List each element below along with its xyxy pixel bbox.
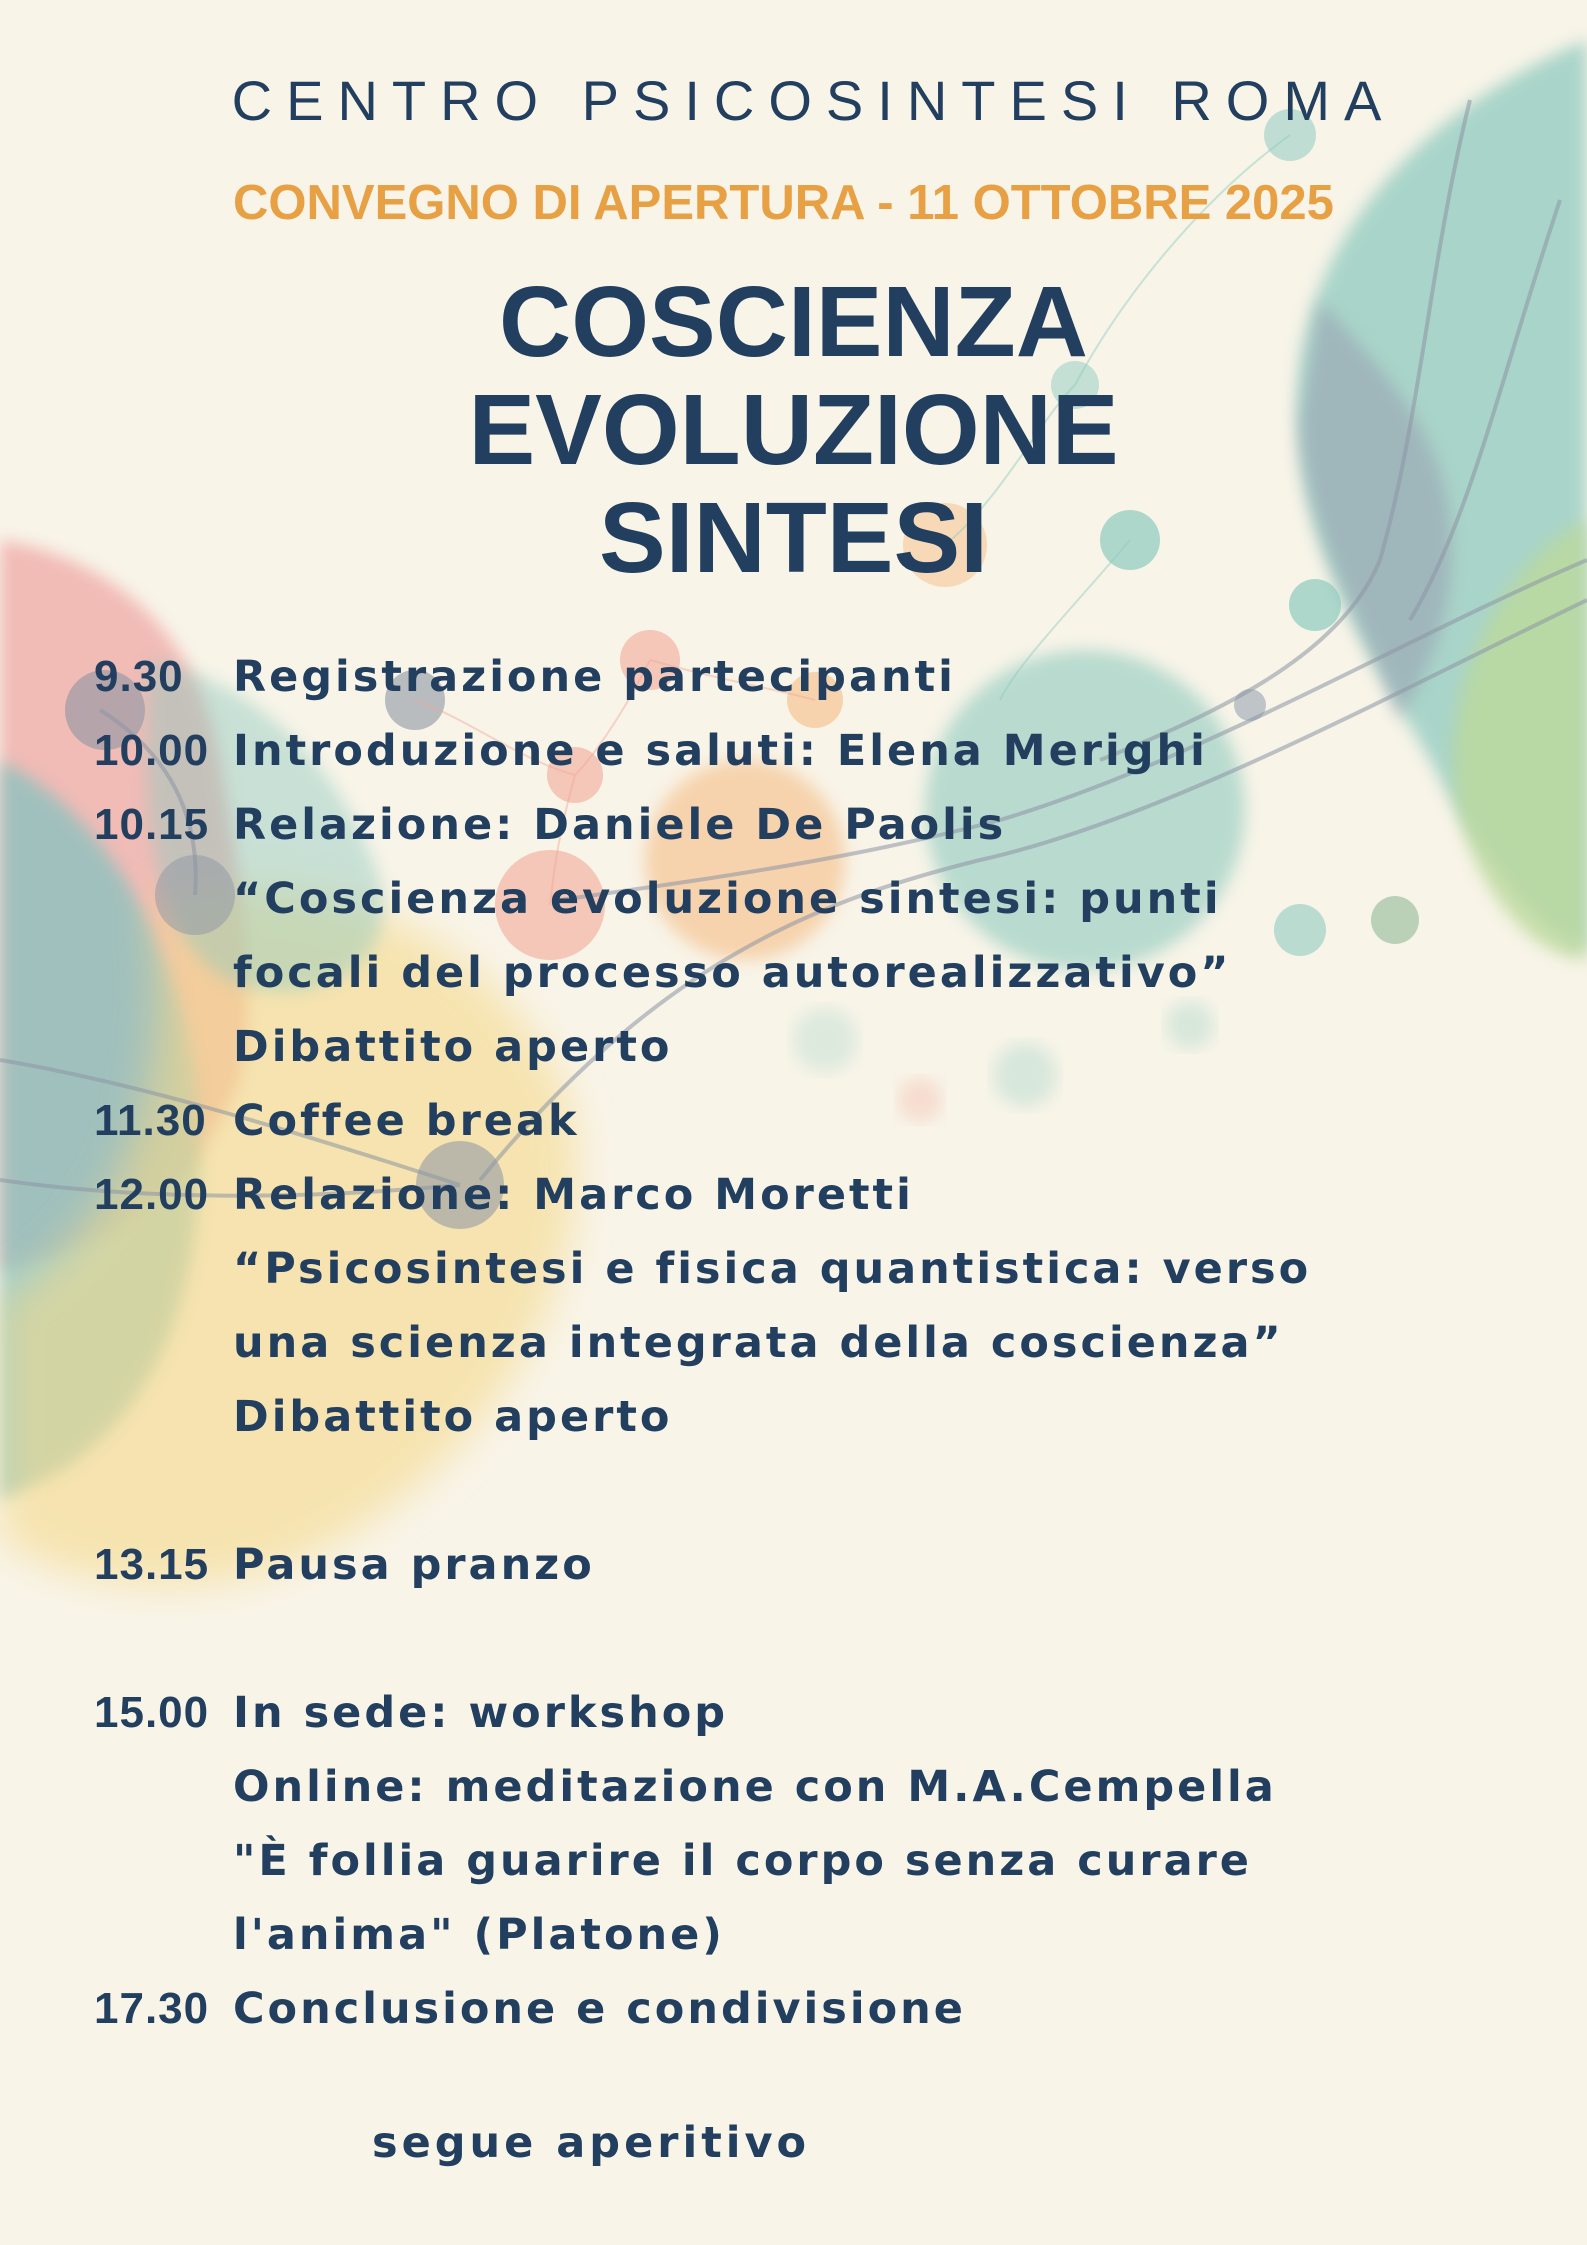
title-line-1: COSCIENZA [499, 266, 1088, 378]
schedule-text: Registrazione partecipanti [233, 652, 956, 702]
schedule-item [94, 1972, 1394, 2046]
schedule-item [94, 1158, 1394, 1232]
schedule-text: Introduzione e saluti: Elena Merighi [233, 726, 1208, 776]
spacer [94, 1602, 1394, 1676]
schedule-item-continuation [94, 1898, 1394, 1972]
schedule-text: In sede: workshop [233, 1688, 729, 1738]
schedule-item [94, 1676, 1394, 1750]
schedule-text: Relazione: Marco Moretti [233, 1170, 914, 1220]
schedule-item-continuation [94, 1010, 1394, 1084]
schedule-item-continuation [94, 936, 1394, 1010]
schedule-text: Relazione: Daniele De Paolis [233, 800, 1007, 850]
schedule-time: 10.00 [94, 726, 210, 775]
schedule-time: 15.00 [94, 1688, 210, 1737]
schedule-text: Coffee break [233, 1096, 580, 1146]
schedule-item [94, 1528, 1394, 1602]
page-title [0, 268, 1587, 592]
schedule-item [94, 1084, 1394, 1158]
schedule-item [94, 788, 1394, 862]
schedule-text: Conclusione e condivisione [233, 1984, 966, 2034]
schedule-time: 13.15 [94, 1540, 210, 1589]
schedule-text: Pausa pranzo [233, 1540, 595, 1590]
schedule-text: Dibattito aperto [233, 1392, 673, 1442]
schedule-time: 17.30 [94, 1984, 210, 2033]
schedule-time: 10.15 [94, 800, 210, 849]
program-schedule [94, 640, 1394, 2046]
schedule-item-continuation [94, 1232, 1394, 1306]
footer-note: segue aperitivo [372, 2118, 811, 2168]
schedule-item [94, 714, 1394, 788]
schedule-text: “Psicosintesi e fisica quantistica: verso [233, 1244, 1312, 1294]
schedule-text: "È follia guarire il corpo senza curare [233, 1836, 1252, 1886]
schedule-time: 12.00 [94, 1170, 210, 1219]
title-line-2: EVOLUZIONE [468, 374, 1119, 486]
schedule-item [94, 640, 1394, 714]
schedule-item-continuation [94, 1306, 1394, 1380]
organization-name: CENTRO PSICOSINTESI ROMA [231, 69, 1396, 132]
spacer [94, 1454, 1394, 1528]
schedule-item-continuation [94, 1750, 1394, 1824]
schedule-time: 9.30 [94, 652, 184, 701]
schedule-item-continuation [94, 1380, 1394, 1454]
title-line-3: SINTESI [599, 482, 988, 594]
schedule-text: Online: meditazione con M.A.Cempella [233, 1762, 1277, 1812]
event-subtitle: CONVEGNO DI APERTURA - 11 OTTOBRE 2025 [233, 176, 1334, 230]
schedule-time: 11.30 [94, 1096, 207, 1145]
schedule-text: “Coscienza evoluzione sintesi: punti [233, 874, 1222, 924]
schedule-text: l'anima" (Platone) [233, 1910, 725, 1960]
schedule-text: focali del processo autorealizzativo” [233, 948, 1232, 998]
schedule-text: Dibattito aperto [233, 1022, 673, 1072]
schedule-item-continuation [94, 1824, 1394, 1898]
schedule-item-continuation [94, 862, 1394, 936]
schedule-text: una scienza integrata della coscienza” [233, 1318, 1284, 1368]
